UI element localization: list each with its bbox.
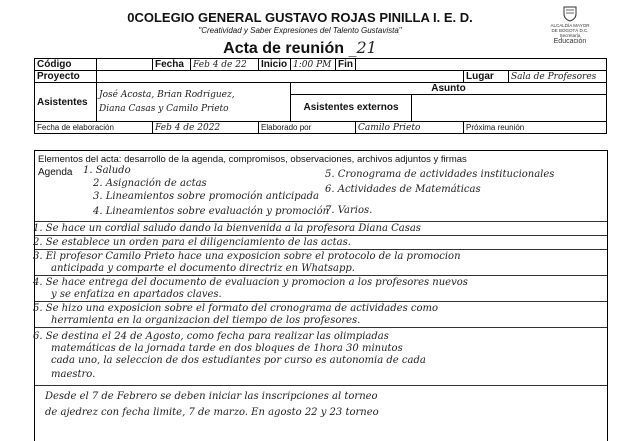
proyecto-label: Proyecto bbox=[35, 71, 97, 83]
note-line: 1. Se hace un cordial saludo dando la bienvenida a la profesora Diana Casas bbox=[33, 223, 421, 234]
note-line: herramienta en la organizacion del tiempo de los profesores. bbox=[51, 315, 361, 326]
lugar-value[interactable]: Sala de Profesores bbox=[509, 71, 607, 83]
acta-number: _21 bbox=[348, 38, 377, 57]
note-line: de ajedrez con fecha limite, 7 de marzo. En agosto 22 y 23 torneo bbox=[45, 407, 379, 418]
ruled-line bbox=[35, 235, 607, 236]
note-line: 5. Se hizo una exposicion sobre el formato del cronograma de actividades como bbox=[33, 303, 438, 314]
logo-line-1: ALCALDÍA MAYOR bbox=[550, 23, 590, 28]
agenda-item: 5. Cronograma de actividades institucionales bbox=[325, 169, 555, 180]
inicio-value[interactable]: 1:00 PM bbox=[291, 59, 336, 71]
elaborado-value[interactable]: Camilo Prieto bbox=[356, 122, 464, 134]
agenda-label: Agenda bbox=[38, 167, 73, 178]
logo-line-3: Secretaría bbox=[559, 33, 581, 38]
acta-title bbox=[0, 38, 600, 58]
ruled-line bbox=[35, 275, 607, 276]
bogota-logo bbox=[550, 6, 590, 46]
agenda-item: 1. Saludo bbox=[83, 165, 131, 176]
asistentes-line-1: José Acosta, Brian Rodriguez, bbox=[99, 90, 235, 100]
note-line: 6. Se destina el 24 de Agosto, como fecha para realizar las olimpiadas bbox=[33, 331, 389, 342]
codigo-value[interactable] bbox=[97, 59, 153, 71]
school-name: 0COLEGIO GENERAL GUSTAVO ROJAS PINILLA I. E. D. bbox=[127, 10, 473, 25]
asistentes-label: Asistentes bbox=[35, 83, 97, 122]
asistentes-value[interactable] bbox=[97, 83, 291, 122]
note-line: 4. Se hace entrega del documento de evaluacion y promocion a los profesores nuevos bbox=[33, 277, 468, 288]
note-line: matemáticas de la jornada tarde en dos bloques de 1hora 30 minutos bbox=[51, 343, 403, 354]
agenda-item: 2. Asignación de actas bbox=[93, 178, 207, 189]
note-line: cada uno, la seleccion de dos estudiantes por curso es autonomia de cada bbox=[51, 355, 426, 366]
note-line: y se enfatiza en apartados claves. bbox=[51, 289, 222, 300]
elements-title: Elementos del acta: desarrollo de la agenda, compromisos, observaciones, archivos adjuntos y firmas bbox=[38, 154, 467, 165]
externos-value[interactable] bbox=[412, 95, 607, 122]
lugar-label: Lugar bbox=[464, 71, 509, 83]
acta-body bbox=[34, 150, 608, 441]
fecha-value[interactable]: Feb 4 de 22 bbox=[191, 59, 259, 71]
logo-line-2: DE BOGOTÁ D.C. bbox=[551, 28, 589, 33]
note-line: Desde el 7 de Febrero se deben iniciar las inscripciones al torneo bbox=[45, 391, 378, 402]
asunto-label: Asunto bbox=[291, 83, 607, 95]
meeting-info-table bbox=[34, 58, 607, 134]
ruled-line bbox=[35, 249, 607, 250]
agenda-item: 7. Varios. bbox=[325, 205, 373, 216]
inicio-label: Inicio bbox=[259, 59, 291, 71]
note-line: 2. Se establece un orden para el diligenciamiento de las actas. bbox=[33, 237, 351, 248]
elaborado-label: Elaborado por bbox=[259, 122, 356, 134]
note-line: 3. El profesor Camilo Prieto hace una exposicion sobre el protocolo de la promocion bbox=[33, 251, 461, 262]
coat-of-arms-icon bbox=[563, 6, 577, 22]
elaboracion-value[interactable]: Feb 4 de 2022 bbox=[153, 122, 259, 134]
elaboracion-label: Fecha de elaboración bbox=[35, 122, 153, 134]
codigo-label: Código bbox=[35, 59, 97, 71]
note-line: anticipada y comparte el documento directriz en Whatsapp. bbox=[51, 263, 355, 274]
fin-value[interactable] bbox=[356, 59, 607, 71]
proyecto-value[interactable] bbox=[97, 71, 464, 83]
fin-label: Fin bbox=[336, 59, 356, 71]
externos-label: Asistentes externos bbox=[291, 95, 412, 122]
agenda-item: 3. Lineamientos sobre promoción anticipada bbox=[93, 191, 319, 202]
ruled-line bbox=[35, 221, 607, 222]
logo-line-4: Educación bbox=[553, 38, 587, 45]
ruled-line bbox=[35, 385, 607, 386]
ruled-line bbox=[35, 301, 607, 302]
note-line: maestro. bbox=[51, 369, 96, 380]
school-motto: "Creatividad y Saber Expresiones del Talento Gustavista" bbox=[198, 26, 402, 35]
agenda-item: 4. Lineamientos sobre evaluación y promoción bbox=[93, 206, 330, 217]
ruled-line bbox=[35, 327, 607, 328]
proxima-label: Próxima reunión bbox=[464, 122, 607, 134]
agenda-item: 6. Actividades de Matemáticas bbox=[325, 184, 481, 195]
fecha-label: Fecha bbox=[153, 59, 191, 71]
asistentes-line-2: Diana Casas y Camilo Prieto bbox=[99, 104, 229, 114]
acta-label: Acta de reunión bbox=[223, 40, 345, 57]
